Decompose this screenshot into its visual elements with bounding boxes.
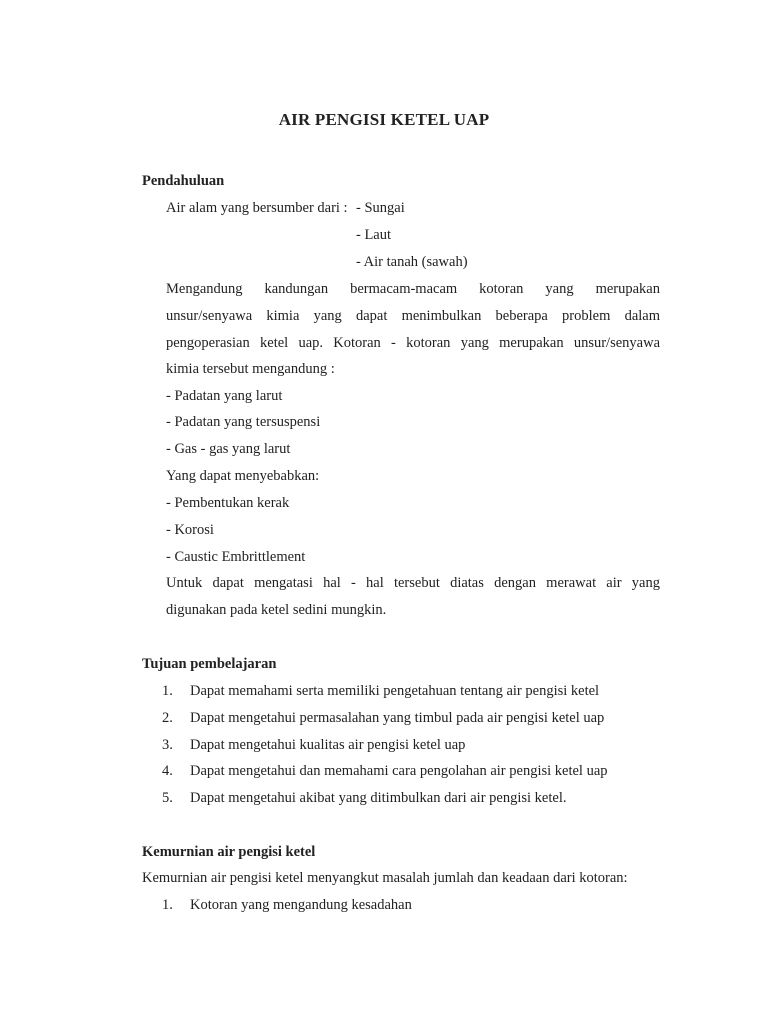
list-number: 4. [162, 763, 173, 779]
source-item: - Laut [356, 227, 392, 243]
list-number: 2. [162, 710, 173, 726]
source-item: - Sungai [356, 200, 405, 216]
paragraph-line: Untuk dapat mengatasi hal - hal tersebut diatas dengan merawat air yang [166, 575, 660, 591]
sources-lead: Air alam yang bersumber dari : [166, 200, 348, 216]
paragraph-line: Kemurnian air pengisi ketel menyangkut masalah jumlah dan keadaan dari kotoran: [142, 870, 628, 886]
source-item: - Air tanah (sawah) [356, 254, 468, 270]
effect-item: - Pembentukan kerak [166, 495, 290, 511]
content-item: - Padatan yang tersuspensi [166, 414, 321, 430]
list-item: Dapat memahami serta memiliki pengetahuan tentang air pengisi ketel [190, 683, 600, 699]
paragraph-line: pengoperasian ketel uap. Kotoran - kotoran yang merupakan unsur/senyawa [166, 335, 660, 351]
paragraph-line: digunakan pada ketel sedini mungkin. [166, 602, 387, 618]
content-item: - Gas - gas yang larut [166, 441, 291, 457]
section-heading-kemurnian: Kemurnian air pengisi ketel [142, 844, 316, 860]
section-heading-pendahuluan: Pendahuluan [142, 173, 225, 189]
list-number: 1. [162, 683, 173, 699]
effect-item: - Caustic Embrittlement [166, 549, 306, 565]
list-item: Dapat mengetahui akibat yang ditimbulkan dari air pengisi ketel. [190, 790, 567, 806]
list-item: Dapat mengetahui permasalahan yang timbul pada air pengisi ketel uap [190, 710, 605, 726]
list-item: Dapat mengetahui dan memahami cara pengolahan air pengisi ketel uap [190, 763, 608, 779]
document-title: AIR PENGISI KETEL UAP [278, 110, 490, 129]
list-number: 1. [162, 897, 173, 913]
paragraph-line: Mengandung kandungan bermacam-macam kotoran yang merupakan [166, 281, 660, 297]
effect-item: - Korosi [166, 522, 214, 538]
list-item: Dapat mengetahui kualitas air pengisi ketel uap [190, 737, 466, 753]
content-item: - Padatan yang larut [166, 388, 283, 404]
effects-lead: Yang dapat menyebabkan: [166, 468, 320, 484]
list-number: 3. [162, 737, 173, 753]
paragraph-line: unsur/senyawa kimia yang dapat menimbulkan beberapa problem dalam [166, 308, 660, 324]
list-number: 5. [162, 790, 173, 806]
paragraph-line: kimia tersebut mengandung : [166, 361, 335, 377]
section-heading-tujuan: Tujuan pembelajaran [142, 656, 277, 672]
list-item: Kotoran yang mengandung kesadahan [190, 897, 412, 913]
